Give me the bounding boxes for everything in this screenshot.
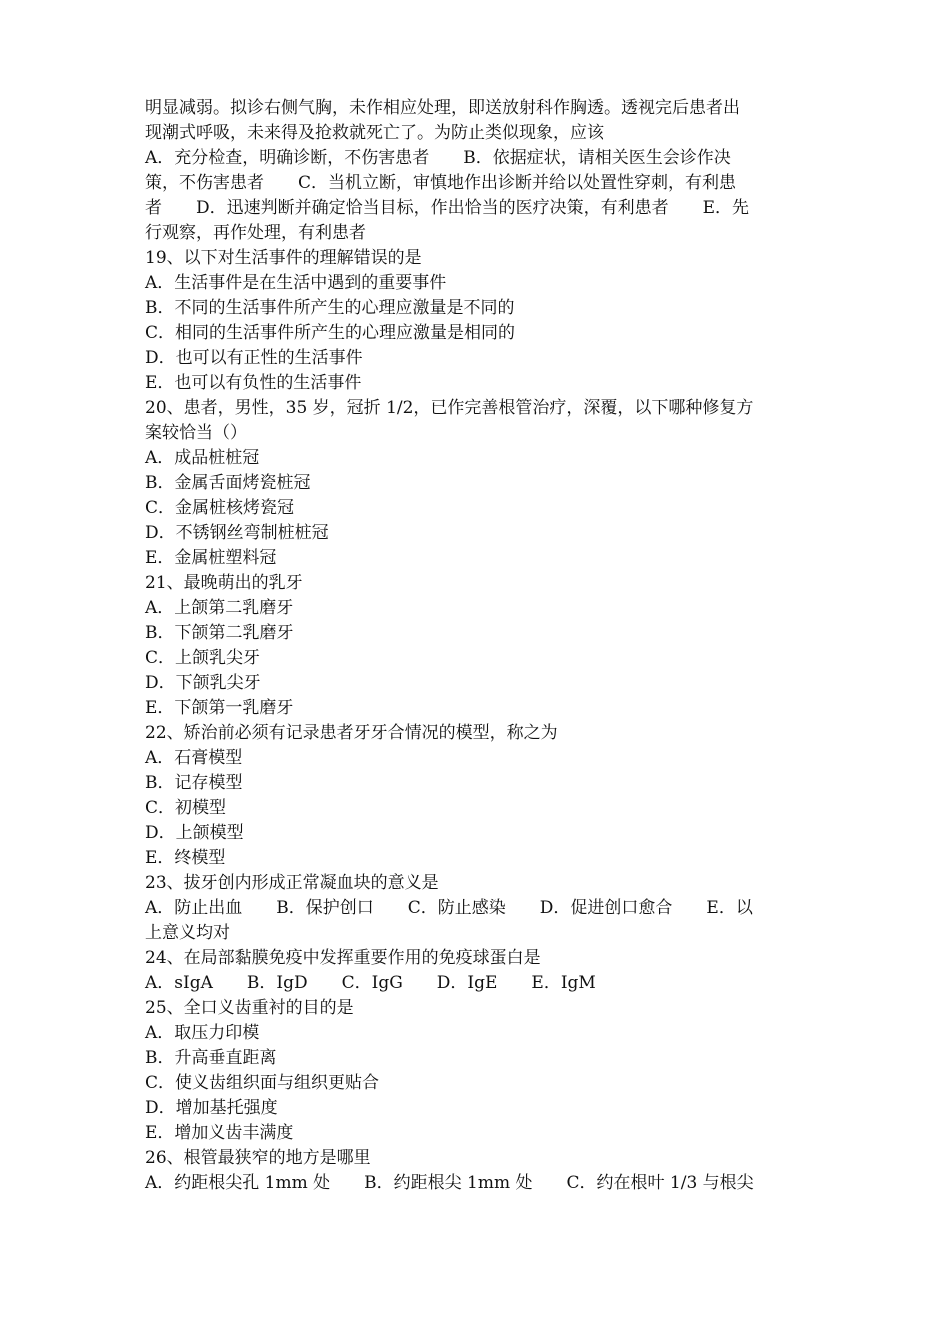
text-line: E．也可以有负性的生活事件 [145, 373, 362, 393]
text-line: 25、全口义齿重衬的目的是 [145, 998, 354, 1018]
text-line: 策，不伤害患者 C．当机立断，审慎地作出诊断并给以处置性穿刺，有利患 [145, 173, 737, 193]
text-line: 上意义均对 [145, 923, 230, 943]
text-line: C．相同的生活事件所产生的心理应激量是相同的 [145, 323, 516, 343]
text-line: D．也可以有正性的生活事件 [145, 348, 363, 368]
text-line: A．充分检查，明确诊断，不伤害患者 B．依据症状，请相关医生会诊作决 [145, 148, 731, 168]
text-line: C．金属桩核烤瓷冠 [145, 498, 295, 518]
text-line: 22、矫治前必须有记录患者牙牙合情况的模型，称之为 [145, 723, 558, 743]
text-line: E．下颌第一乳磨牙 [145, 698, 294, 718]
text-line: 行观察，再作处理，有利患者 [145, 223, 366, 243]
text-line: A．防止出血 B．保护创口 C．防止感染 D．促进创口愈合 E．以 [145, 898, 753, 918]
text-line: A．上颌第二乳磨牙 [145, 598, 294, 618]
text-line: 案较恰当（） [145, 423, 247, 443]
text-line: C．初模型 [145, 798, 227, 818]
text-line: D．上颌模型 [145, 823, 244, 843]
text-line: D．不锈钢丝弯制桩桩冠 [145, 523, 329, 543]
text-line: 者 D．迅速判断并确定恰当目标，作出恰当的医疗决策，有利患者 E．先 [145, 198, 750, 218]
text-line: B．下颌第二乳磨牙 [145, 623, 294, 643]
text-line: E．终模型 [145, 848, 226, 868]
text-line: C．使义齿组织面与组织更贴合 [145, 1073, 380, 1093]
text-line: D．增加基托强度 [145, 1098, 278, 1118]
text-line: A．约距根尖孔 1mm 处 B．约距根尖 1mm 处 C．约在根叶 1/3 与根尖 [145, 1173, 754, 1193]
text-line: 明显减弱。拟诊右侧气胸，未作相应处理，即送放射科作胸透。透视完后患者出 [145, 98, 740, 118]
text-line: B．升高垂直距离 [145, 1048, 277, 1068]
text-line: 20、患者，男性，35 岁，冠折 1/2，已作完善根管治疗，深覆，以下哪种修复方 [145, 398, 754, 418]
text-line: D．下颌乳尖牙 [145, 673, 261, 693]
text-line: A．生活事件是在生活中遇到的重要事件 [145, 273, 447, 293]
text-line: B．记存模型 [145, 773, 243, 793]
text-line: B．不同的生活事件所产生的心理应激量是不同的 [145, 298, 515, 318]
text-line: A．石膏模型 [145, 748, 243, 768]
text-line: 23、拔牙创内形成正常凝血块的意义是 [145, 873, 439, 893]
text-line: 21、最晚萌出的乳牙 [145, 573, 303, 593]
text-line: E．增加义齿丰满度 [145, 1123, 294, 1143]
text-line: 26、根管最狭窄的地方是哪里 [145, 1148, 371, 1168]
text-line: C．上颌乳尖牙 [145, 648, 261, 668]
text-line: A．sIgA B．IgD C．IgG D．IgE E．IgM [145, 973, 596, 993]
text-line: 现潮式呼吸，未来得及抢救就死亡了。为防止类似现象，应该 [145, 123, 604, 143]
text-line: A．成品桩桩冠 [145, 448, 260, 468]
text-line: A．取压力印模 [145, 1023, 260, 1043]
text-line: 19、以下对生活事件的理解错误的是 [145, 248, 422, 268]
text-line: E．金属桩塑料冠 [145, 548, 277, 568]
document-body [145, 96, 813, 1196]
text-line: 24、在局部黏膜免疫中发挥重要作用的免疫球蛋白是 [145, 948, 541, 968]
text-line: B．金属舌面烤瓷桩冠 [145, 473, 311, 493]
